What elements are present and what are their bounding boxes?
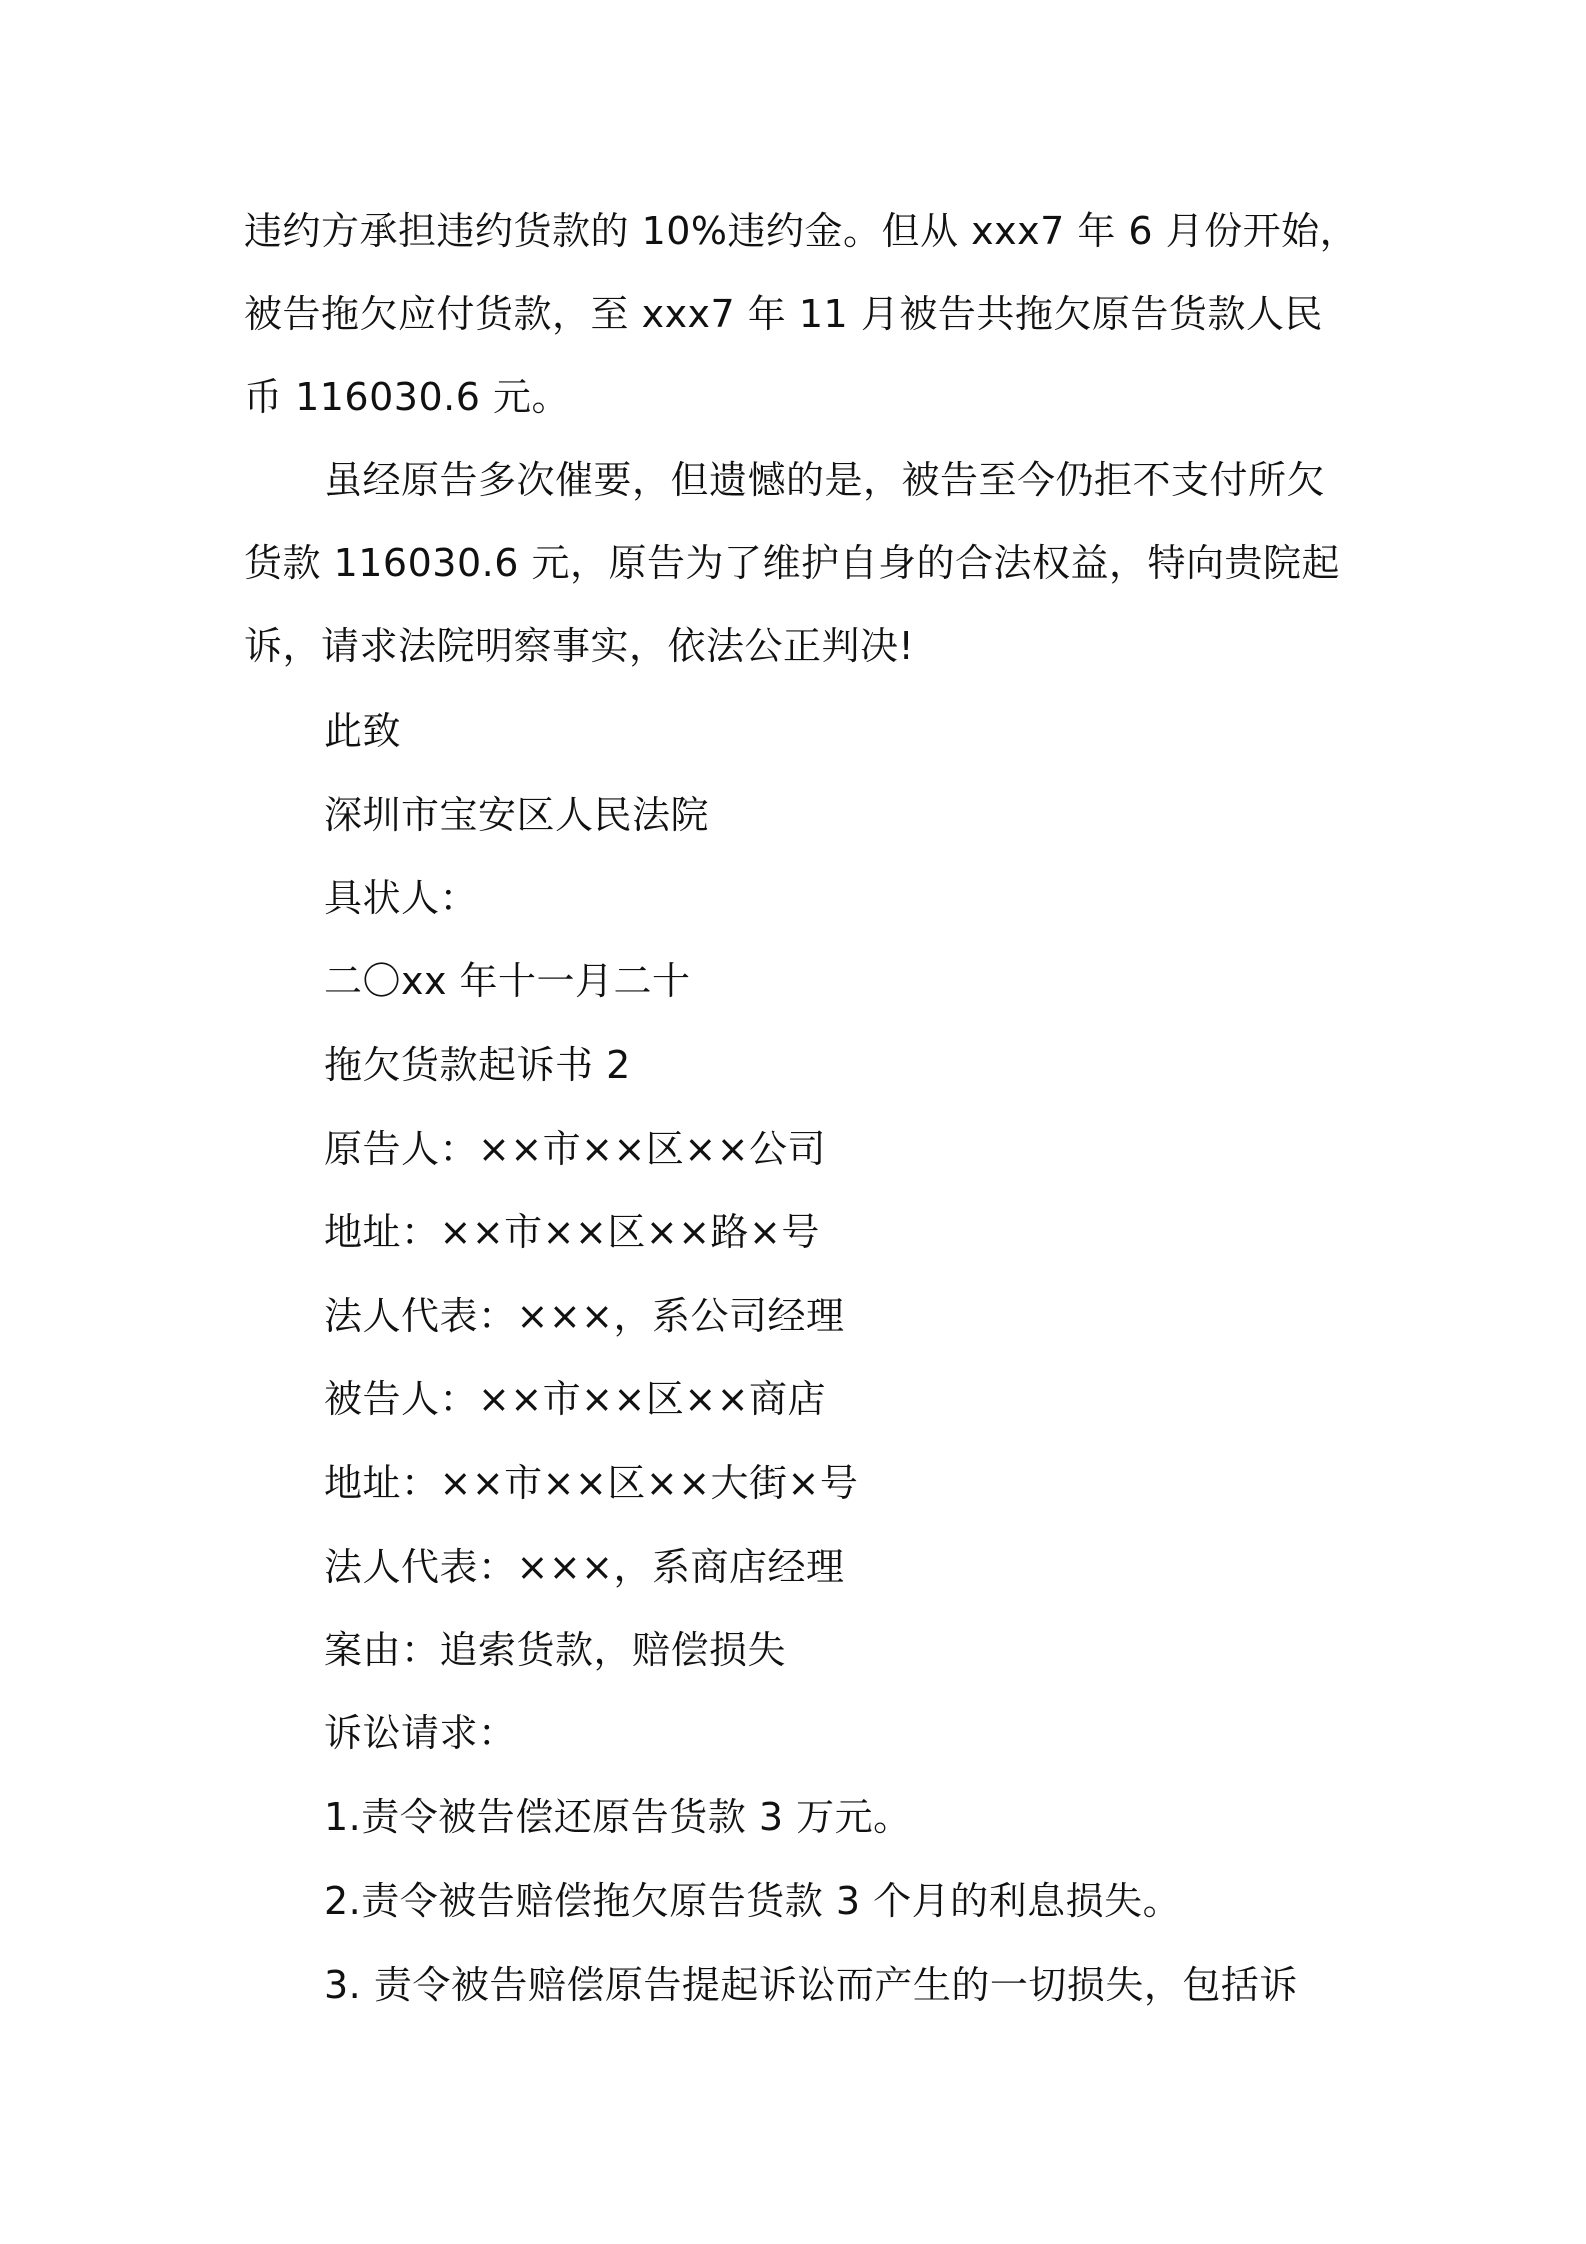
defendant-line: 被告人：××市××区××商店 <box>324 1377 827 1421</box>
paragraph-line: 币 116030.6 元。 <box>244 375 570 419</box>
defendant-representative-line: 法人代表：×××，系商店经理 <box>324 1545 845 1589</box>
paragraph-line: 虽经原告多次催要，但遗憾的是，被告至今仍拒不支付所欠 <box>324 458 1326 502</box>
case-cause-line: 案由：追索货款，赔偿损失 <box>324 1628 787 1672</box>
paragraph-line: 诉，请求法院明察事实，依法公正判决! <box>244 624 915 668</box>
closing-salutation: 此致 <box>324 709 402 753</box>
complaint-title: 拖欠货款起诉书 2 <box>324 1043 631 1087</box>
plaintiff-line: 原告人：××市××区××公司 <box>324 1127 827 1171</box>
claims-heading: 诉讼请求： <box>324 1711 517 1755</box>
claim-item: 2.责令被告赔偿拖欠原告货款 3 个月的利息损失。 <box>324 1879 1182 1923</box>
paragraph-line: 违约方承担违约货款的 10%违约金。但从 xxx7 年 6 月份开始， <box>244 209 1359 253</box>
signatory-label: 具状人： <box>324 876 479 920</box>
court-name: 深圳市宝安区人民法院 <box>324 793 710 837</box>
paragraph-line: 货款 116030.6 元，原告为了维护自身的合法权益，特向贵院起 <box>244 541 1340 585</box>
plaintiff-address-line: 地址：××市××区××路×号 <box>324 1210 820 1254</box>
claim-item: 1.责令被告偿还原告货款 3 万元。 <box>324 1795 912 1839</box>
document-date: 二〇xx 年十一月二十 <box>324 959 691 1003</box>
plaintiff-representative-line: 法人代表：×××，系公司经理 <box>324 1294 845 1338</box>
claim-item: 3. 责令被告赔偿原告提起诉讼而产生的一切损失，包括诉 <box>324 1963 1298 2007</box>
paragraph-line: 被告拖欠应付货款，至 xxx7 年 11 月被告共拖欠原告货款人民 <box>244 292 1323 336</box>
defendant-address-line: 地址：××市××区××大街×号 <box>324 1461 859 1505</box>
